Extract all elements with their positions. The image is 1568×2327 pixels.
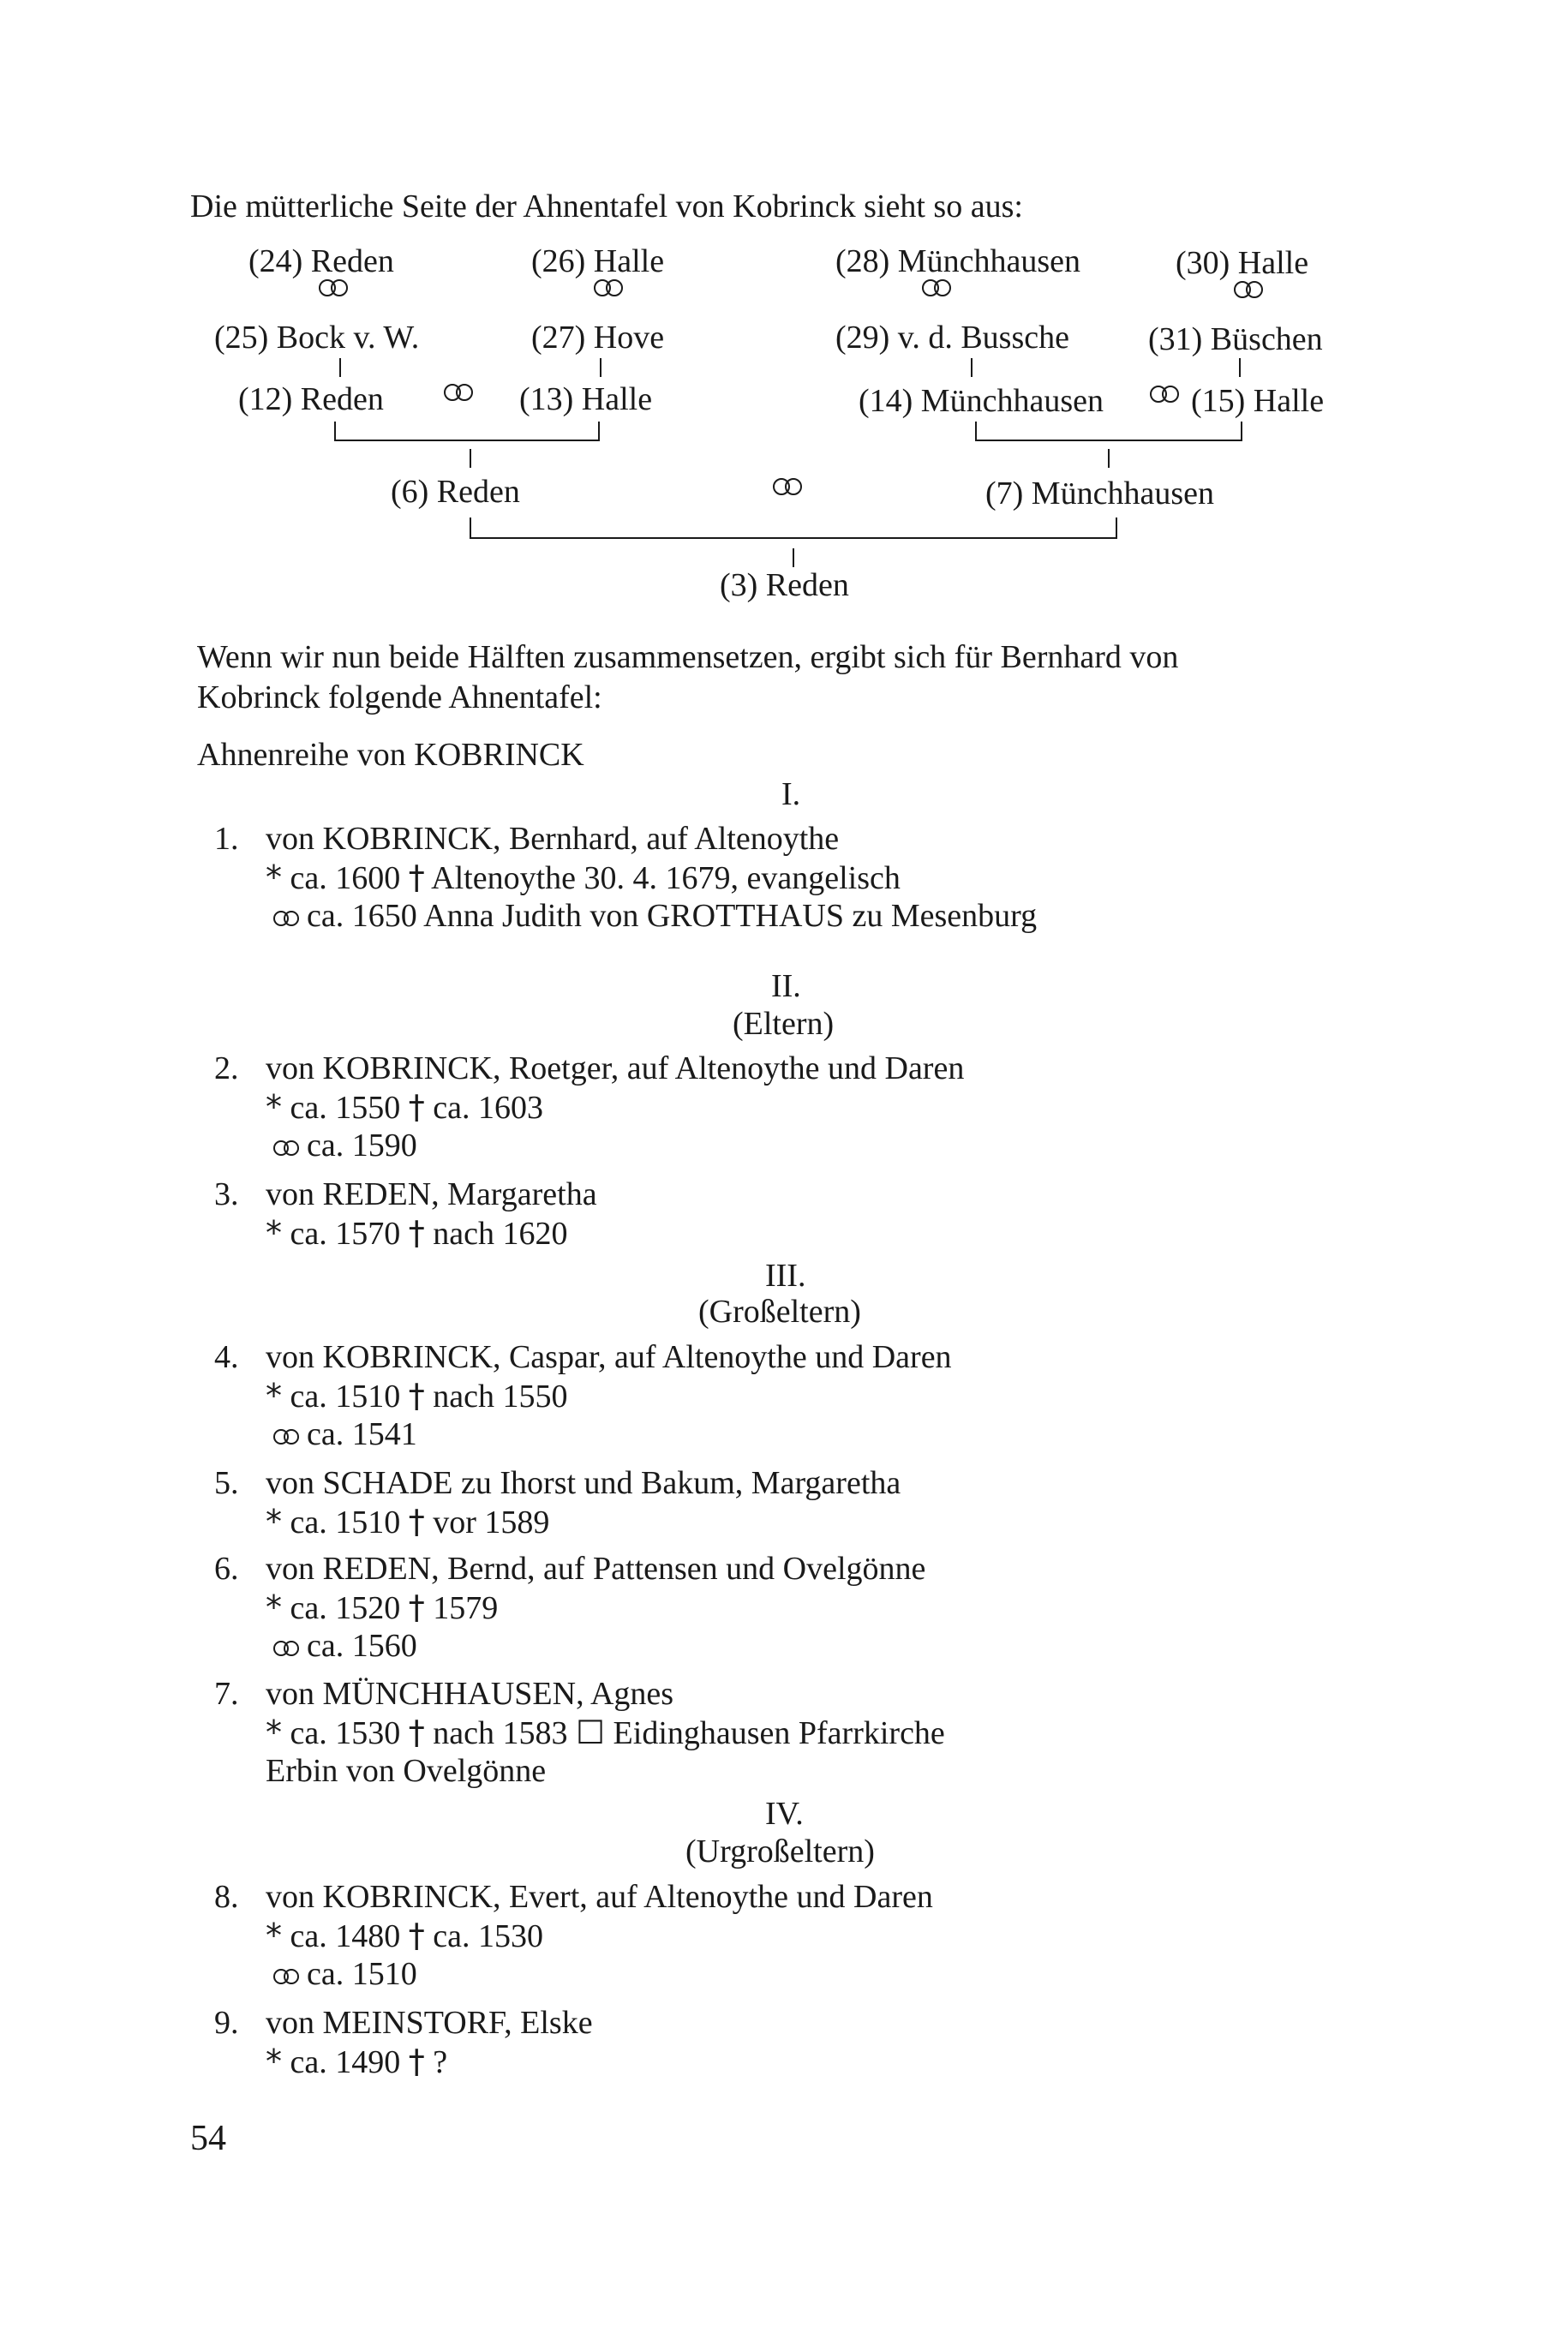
entry-marriage: ca. 1541 [266,1418,417,1451]
entry-marriage: ca. 1560 [266,1630,417,1662]
tree-connector [598,422,600,440]
tree-connector [975,440,1242,441]
ancestor-28: (28) Münchhausen [835,243,1080,279]
generation-numeral: IV. [765,1796,804,1832]
entry-life-dates: * ca. 1530 † nach 1583 ☐ Eidinghausen Pfarrkirche [266,1714,945,1751]
died-cross-icon: † [408,1377,425,1415]
paragraph-line-1: Wenn wir nun beide Hälften zusammensetzen, ergibt sich für Bernhard von [197,639,1179,675]
tree-connector [1116,517,1117,538]
entry-name: von KOBRINCK, Roetger, auf Altenoythe und Daren [266,1050,965,1086]
entry-name: von MEINSTORF, Elske [266,2005,593,2041]
marriage-rings-icon [919,278,955,297]
marriage-rings-icon [271,1640,302,1657]
marriage-rings-icon [590,278,626,297]
tree-connector [1239,358,1241,377]
entry-note: Erbin von Ovelgönne [266,1753,547,1789]
intro-text: Die mütterliche Seite der Ahnentafel von Kobrinck sieht so aus: [190,188,1023,224]
ancestor-29: (29) v. d. Bussche [835,320,1069,356]
born-icon: * [266,1503,282,1540]
ancestor-27: (27) Hove [531,320,665,356]
ancestor-26: (26) Halle [531,243,665,279]
died-cross-icon: † [408,1503,425,1540]
entry-number: 8. [214,1879,239,1915]
entry-number: 9. [214,2005,239,2041]
generation-label: (Eltern) [733,1006,835,1042]
entry-life-dates: * ca. 1600 † Altenoythe 30. 4. 1679, evangelisch [266,858,901,896]
ancestor-3: (3) Reden [720,567,849,603]
paragraph-line-2: Kobrinck folgende Ahnentafel: [197,679,602,715]
tree-connector [339,358,341,377]
entry-number: 7. [214,1676,239,1712]
ancestor-6: (6) Reden [391,474,520,510]
entry-life-dates: * ca. 1520 † 1579 [266,1588,499,1626]
born-icon: * [266,1588,282,1626]
born-icon: * [266,2043,282,2080]
tree-connector [1241,422,1242,440]
entry-life-dates: * ca. 1550 † ca. 1603 [266,1088,543,1126]
born-icon: * [266,1714,282,1751]
entry-marriage: ca. 1590 [266,1129,417,1162]
tree-connector [470,537,1117,539]
tree-connector [600,358,601,377]
entry-number: 2. [214,1050,239,1086]
entry-life-dates: * ca. 1510 † nach 1550 [266,1377,568,1415]
entry-life-dates: * ca. 1480 † ca. 1530 [266,1917,543,1954]
born-icon: * [266,1214,282,1252]
ancestor-24: (24) Reden [248,243,394,279]
ancestor-7: (7) Münchhausen [985,476,1214,511]
died-cross-icon: † [408,1088,425,1126]
marriage-rings-icon [271,1968,302,1985]
entry-name: von SCHADE zu Ihorst und Bakum, Margaretha [266,1465,901,1501]
entry-name: von KOBRINCK, Caspar, auf Altenoythe und Daren [266,1339,952,1375]
entry-number: 6. [214,1551,239,1587]
died-cross-icon: † [408,1588,425,1626]
entry-name: von REDEN, Margaretha [266,1176,597,1212]
tree-connector [334,440,600,441]
entry-life-dates: * ca. 1570 † nach 1620 [266,1214,568,1252]
born-icon: * [266,1917,282,1954]
marriage-rings-icon [1230,280,1266,299]
generation-numeral: I. [781,776,801,812]
ancestor-31: (31) Büschen [1148,321,1323,357]
ancestor-12: (12) Reden [238,381,384,417]
generation-numeral: III. [765,1258,806,1294]
ancestor-13: (13) Halle [519,381,653,417]
tree-connector [470,449,471,468]
ancestor-30: (30) Halle [1176,245,1309,281]
marriage-rings-icon [271,1140,302,1157]
entry-name: von REDEN, Bernd, auf Pattensen und Ovelgönne [266,1551,926,1587]
ancestor-14: (14) Münchhausen [859,383,1104,419]
marriage-rings-icon [440,383,476,402]
entry-number: 5. [214,1465,239,1501]
marriage-rings-icon [769,477,805,496]
tree-connector [334,422,336,440]
born-icon: * [266,1377,282,1415]
born-icon: * [266,1088,282,1126]
tree-connector [971,358,973,377]
entry-marriage: ca. 1510 [266,1958,417,1990]
ancestor-15: (15) Halle [1191,383,1325,419]
died-cross-icon: † [408,1917,425,1954]
marriage-rings-icon [1146,385,1182,404]
died-cross-icon: † [408,858,425,896]
marriage-rings-icon [315,278,351,297]
tree-connector [1108,449,1110,468]
entry-number: 4. [214,1339,239,1375]
entry-name: von KOBRINCK, Bernhard, auf Altenoythe [266,821,840,857]
entry-name: von MÜNCHHAUSEN, Agnes [266,1676,674,1712]
tree-connector [793,548,794,567]
ancestor-25: (25) Bock v. W. [214,320,420,356]
tree-connector [470,517,471,538]
tree-connector [975,422,977,440]
entry-number: 1. [214,821,239,857]
died-cross-icon: † [408,1714,425,1751]
died-cross-icon: † [408,2043,425,2080]
marriage-rings-icon [271,910,302,927]
generation-label: (Urgroßeltern) [685,1833,875,1869]
page-number: 54 [190,2119,226,2158]
generation-label: (Großeltern) [698,1294,861,1330]
entry-number: 3. [214,1176,239,1212]
entry-life-dates: * ca. 1510 † vor 1589 [266,1503,550,1540]
section-title: Ahnenreihe von KOBRINCK [197,737,584,773]
born-icon: * [266,858,282,896]
marriage-rings-icon [271,1428,302,1445]
entry-life-dates: * ca. 1490 † ? [266,2043,448,2080]
burial-square-icon: ☐ [575,1714,606,1751]
died-cross-icon: † [408,1214,425,1252]
entry-name: von KOBRINCK, Evert, auf Altenoythe und Daren [266,1879,933,1915]
generation-numeral: II. [771,968,801,1004]
entry-marriage: ca. 1650 Anna Judith von GROTTHAUS zu Mesenburg [266,900,1037,932]
